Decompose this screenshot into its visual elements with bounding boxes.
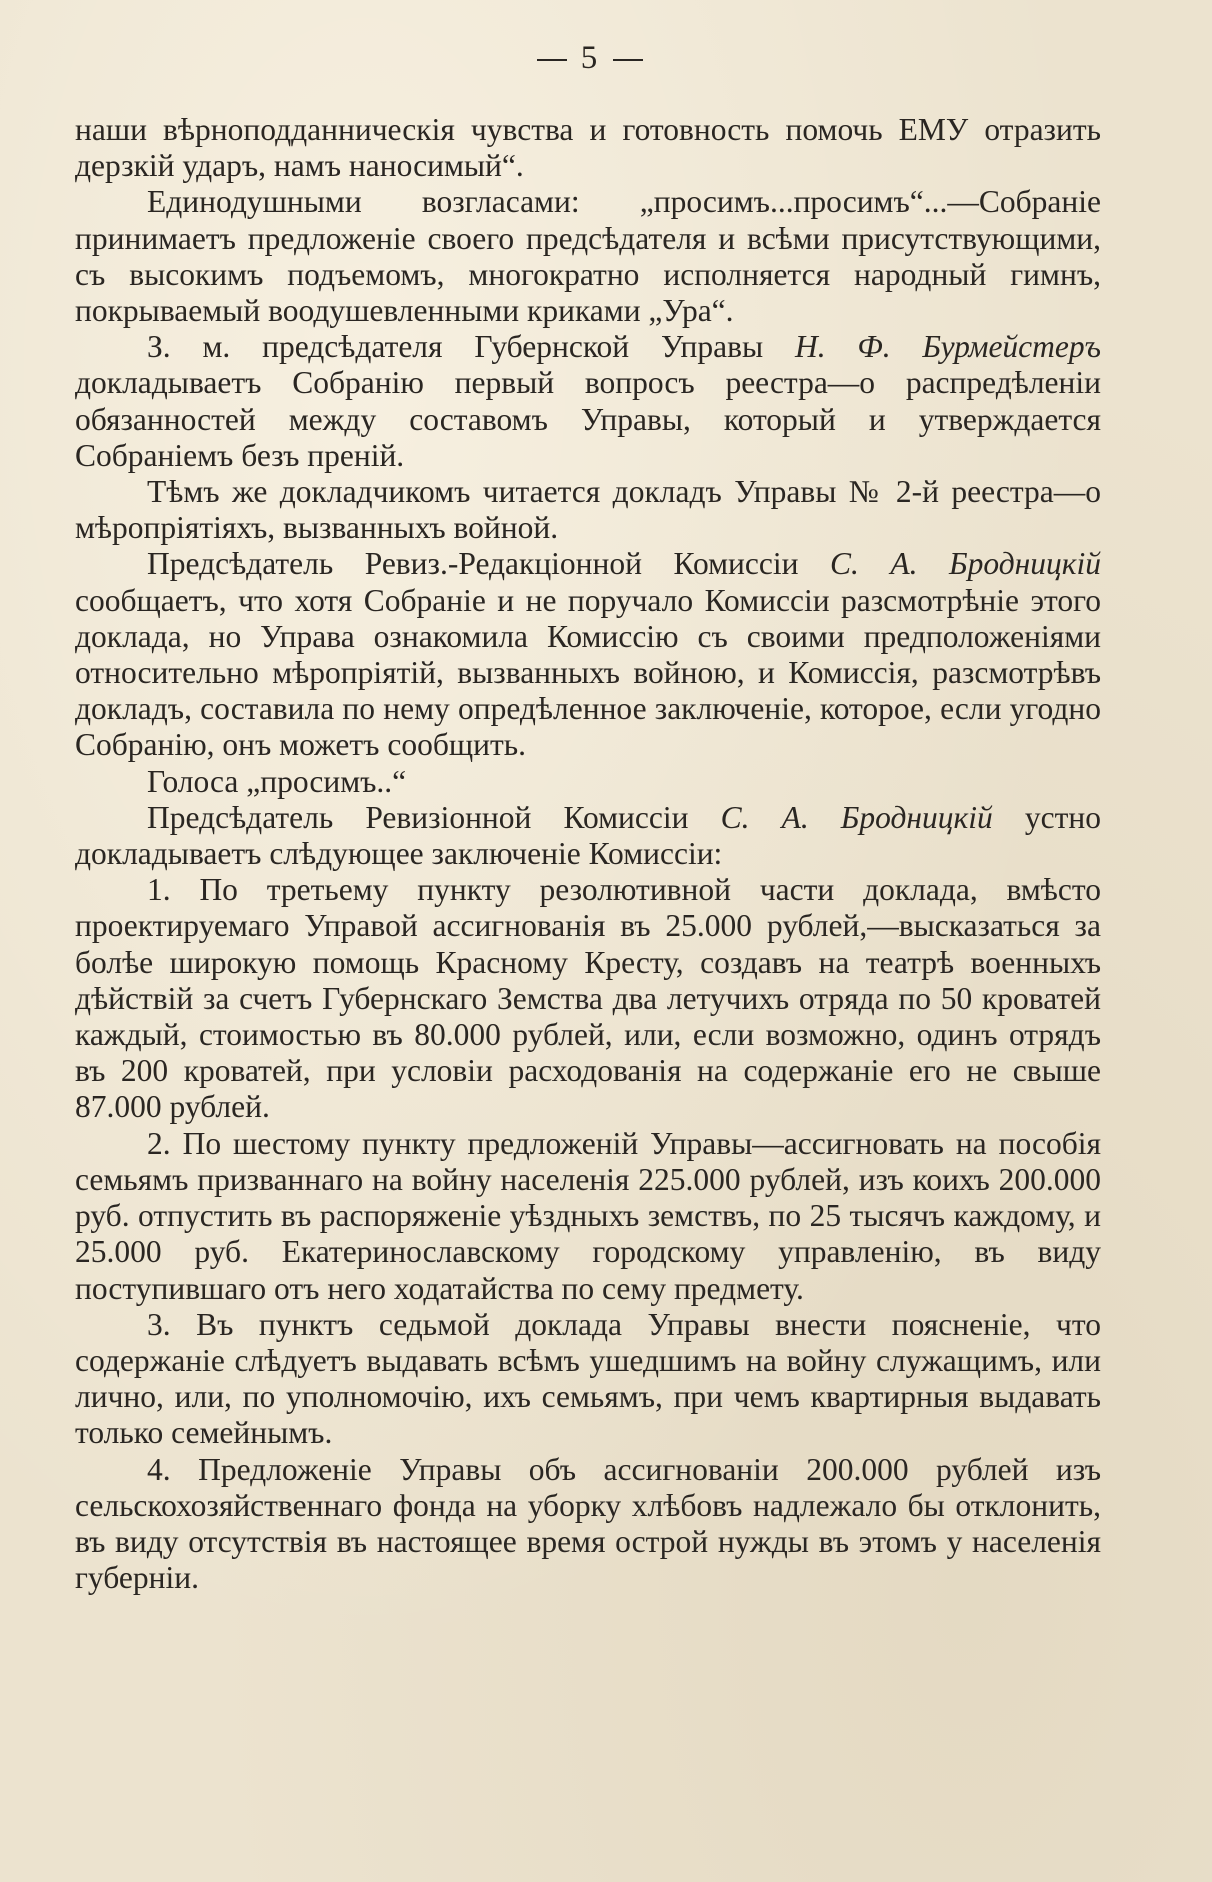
paragraph-text: 1. По третьему пункту резолютивной части доклада, вмѣсто проектируемаго Управой ассигнованія въ 25.000 рублей,—высказаться за болѣе широкую помощь Красному Кресту, создавъ на театрѣ военныхъ дѣйствій за счетъ Губернскаго Земства два летучихъ отряда по 50 кроватей каждый, стоимостью въ 80.000 рублей, или, если возможно, одинъ отрядъ въ 200 кроватей, при условіи расходованія на содержаніе его не свыше 87.000 рублей. xyxy=(75,872,1101,1125)
paragraph-text: 2. По шестому пункту предложеній Управы—ассигновать на пособія семьямъ призваннаго на войну населенія 225.000 рублей, изъ коихъ 200.000 руб. отпустить въ распоряженіе уѣздныхъ земствъ, по 25 тысячъ каждому, и 25.000 руб. Екатеринославскому городскому управленію, въ виду поступившаго отъ него ходатайства по сему предмету. xyxy=(75,1125,1101,1306)
person-name-italic: С. А. Бродницкій xyxy=(720,799,993,835)
paragraph-text: 4. Предложеніе Управы объ ассигнованіи 200.000 рублей изъ сельскохозяйственнаго фонда на уборку хлѣбовъ надлежало бы отклонить, въ виду отсутствія въ настоящее время острой нужды въ этомъ у населенія губерніи. xyxy=(75,1451,1101,1596)
list-item-1 xyxy=(75,872,1101,1125)
paragraph-text: Предсѣдатель Ревизіонной Комиссіи xyxy=(147,799,721,835)
paragraph-text: Предсѣдатель Ревиз.-Редакціонной Комиссіи xyxy=(147,546,830,582)
person-name-italic: С. А. Бродницкій xyxy=(830,546,1101,582)
paragraph-2 xyxy=(75,184,1101,329)
paragraph-text: сообщаетъ, что хотя Собраніе и не поручало Комиссіи разсмотрѣніе этого доклада, но Управа ознакомила Комиссію съ своими предположеніями относительно мѣропріятій, вызванныхъ войною, и Комиссія, разсмотрѣвъ докладъ, составила по нему опредѣленное заключеніе, которое, если угодно Собранію, онъ можетъ сообщить. xyxy=(75,582,1101,763)
list-item-2 xyxy=(75,1126,1101,1307)
paragraph-text: З. м. предсѣдателя Губернской Управы xyxy=(147,329,795,365)
paragraph-4 xyxy=(75,474,1101,546)
page-number-dash-right xyxy=(613,59,643,61)
page-number xyxy=(0,40,1180,77)
paragraph-text: устно докладываетъ слѣдующее заключеніе Комиссіи: xyxy=(75,799,1101,872)
list-item-3 xyxy=(75,1307,1101,1452)
body-text xyxy=(75,112,1101,1596)
list-item-4 xyxy=(75,1452,1101,1597)
page-number-dash-left xyxy=(537,59,567,61)
paragraph-text: наши вѣрноподданническія чувства и готовность помочь ЕМУ отразить дерзкій ударъ, намъ наносимый“. xyxy=(75,112,1101,184)
paragraph-7 xyxy=(75,800,1101,872)
paragraph-text: Тѣмъ же докладчикомъ читается докладъ Управы № 2-й реестра—о мѣропріятіяхъ, вызванныхъ войной. xyxy=(75,474,1101,546)
paragraph-3 xyxy=(75,329,1101,474)
paragraph-text: Голоса „просимъ..“ xyxy=(147,763,407,799)
paragraph-text: Единодушными возгласами: „просимъ...просимъ“...—Собраніе принимаетъ предложеніе своего предсѣдателя и всѣми присутствующими, съ высокимъ подъемомъ, многократно исполняется народный гимнъ, покрываемый воодушевленными криками „Ура“. xyxy=(75,184,1101,329)
paragraph-text: докладываетъ Собранію первый вопросъ реестра—о распредѣленіи обязанностей между составомъ Управы, который и утверждается Собраніемъ безъ преній. xyxy=(75,365,1101,473)
paragraph-5 xyxy=(75,546,1101,763)
person-name-italic: Н. Ф. Бурмейстеръ xyxy=(794,329,1101,365)
paragraph-6 xyxy=(75,764,1101,800)
paragraph-text: 3. Въ пунктъ седьмой доклада Управы внести поясненіе, что содержаніе слѣдуетъ выдавать всѣмъ ушедшимъ на войну служащимъ, или лично, или, по уполномочію, ихъ семьямъ, при чемъ квартирныя выдавать только семейнымъ. xyxy=(75,1306,1101,1451)
paragraph-1 xyxy=(75,112,1101,184)
page-number-value: 5 xyxy=(580,40,600,76)
